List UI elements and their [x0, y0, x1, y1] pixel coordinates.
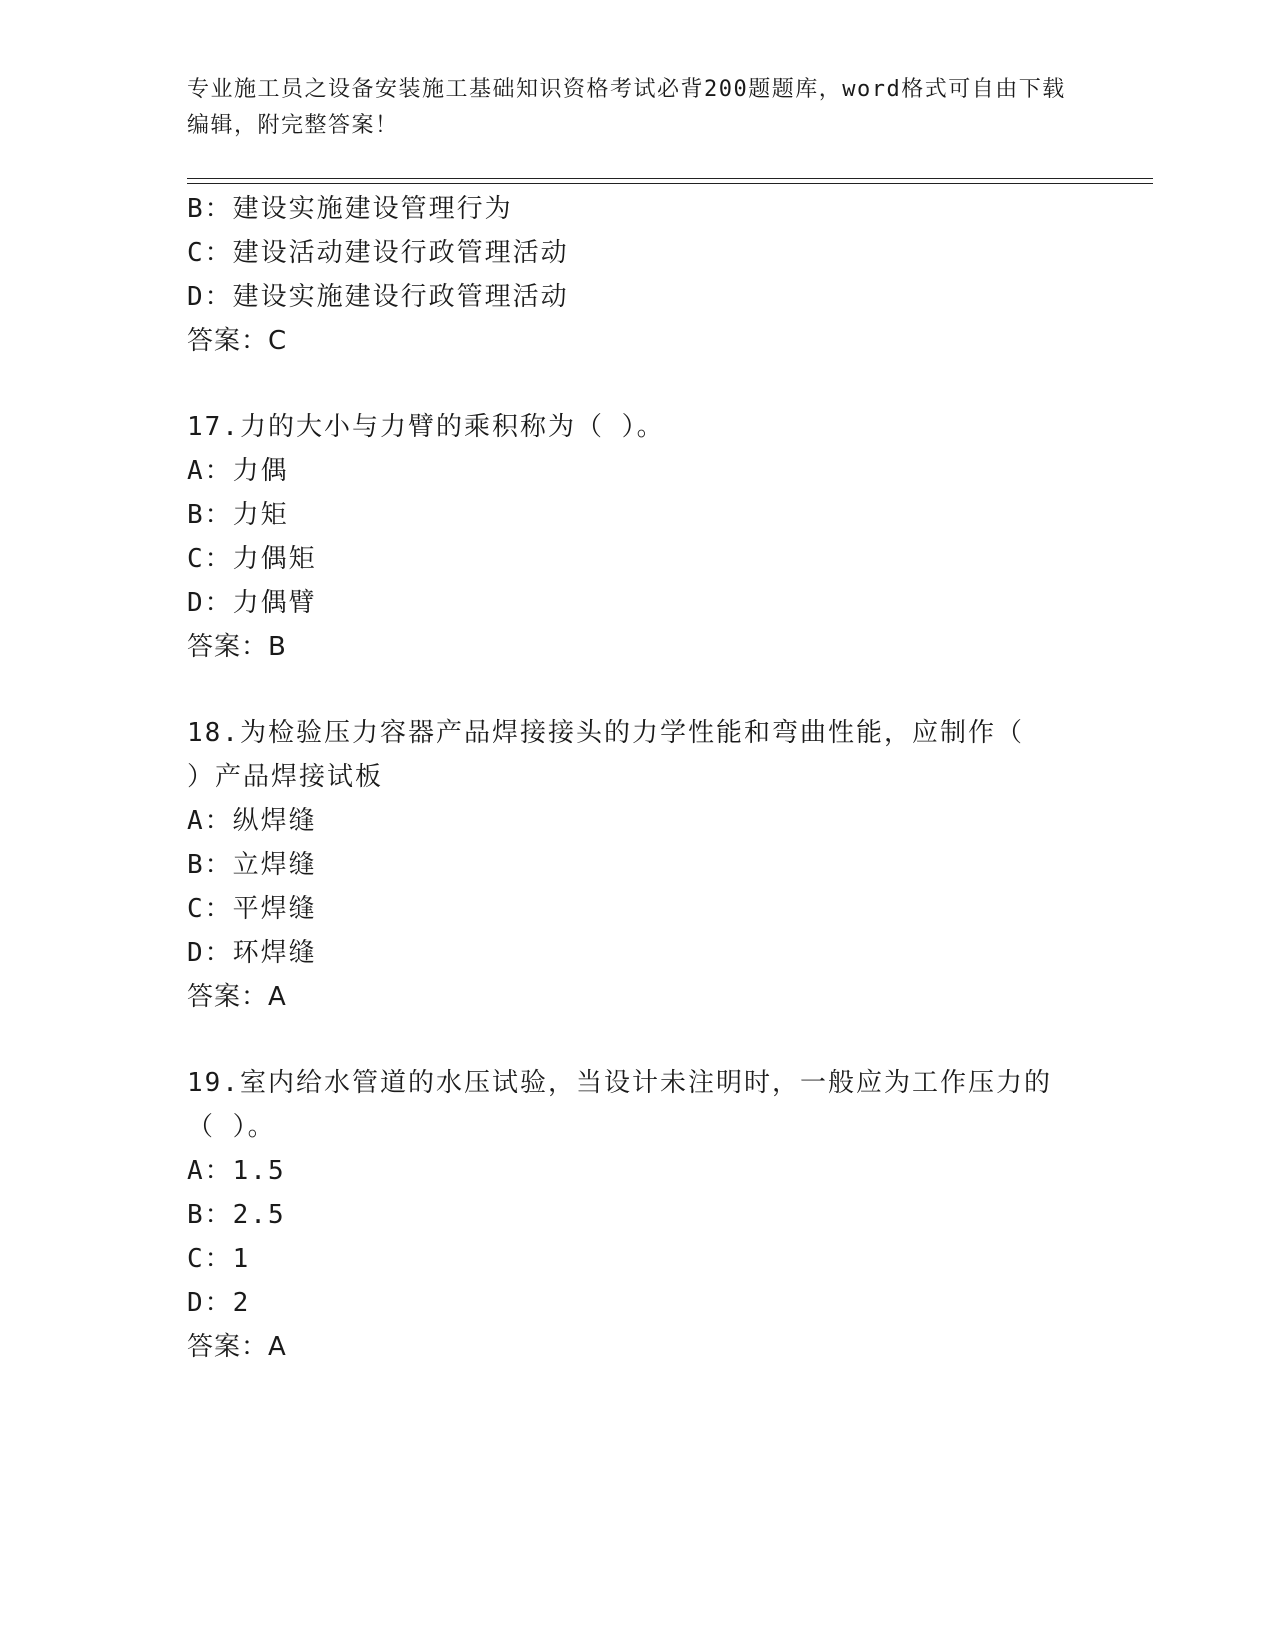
document-header: 专业施工员之设备安装施工基础知识资格考试必背200题题库，word格式可自由下载编辑，附完整答案！ [187, 77, 1066, 138]
q17-option-a: A：力偶 [187, 456, 289, 486]
q18-option-b: B：立焊缝 [187, 850, 317, 880]
q19-stem-line1: 19.室内给水管道的水压试验，当设计未注明时，一般应为工作压力的 [187, 1068, 1052, 1098]
q19-stem-line2: （ ）。 [187, 1112, 276, 1142]
header-rule-bottom [187, 183, 1153, 184]
q18-option-d: D：环焊缝 [187, 938, 317, 968]
q18-option-c: C：平焊缝 [187, 894, 317, 924]
q18-stem-line2: ）产品焊接试板 [187, 762, 384, 792]
q16-option-d: D：建设实施建设行政管理活动 [187, 282, 569, 312]
q18-stem-line1: 18.为检验压力容器产品焊接接头的力学性能和弯曲性能，应制作（ [187, 718, 1024, 748]
q17-stem: 17.力的大小与力臂的乘积称为（ ）。 [187, 412, 665, 442]
q16-option-c: C：建设活动建设行政管理活动 [187, 238, 569, 268]
q16-option-b: B：建设实施建设管理行为 [187, 194, 513, 224]
q17-option-c: C：力偶矩 [187, 544, 317, 574]
q17-option-b: B：力矩 [187, 500, 289, 530]
q16-answer: 答案：C [187, 326, 288, 356]
q19-option-c: C：1 [187, 1244, 251, 1274]
q19-option-a: A：1.5 [187, 1156, 286, 1186]
q19-option-b: B：2.5 [187, 1200, 286, 1230]
q19-option-d: D：2 [187, 1288, 251, 1318]
q17-answer: 答案：B [187, 632, 287, 662]
q17-option-d: D：力偶臂 [187, 588, 317, 618]
q18-answer: 答案：A [187, 982, 287, 1012]
header-rule-top [187, 178, 1153, 179]
q19-answer: 答案：A [187, 1332, 287, 1362]
q18-option-a: A：纵焊缝 [187, 806, 317, 836]
